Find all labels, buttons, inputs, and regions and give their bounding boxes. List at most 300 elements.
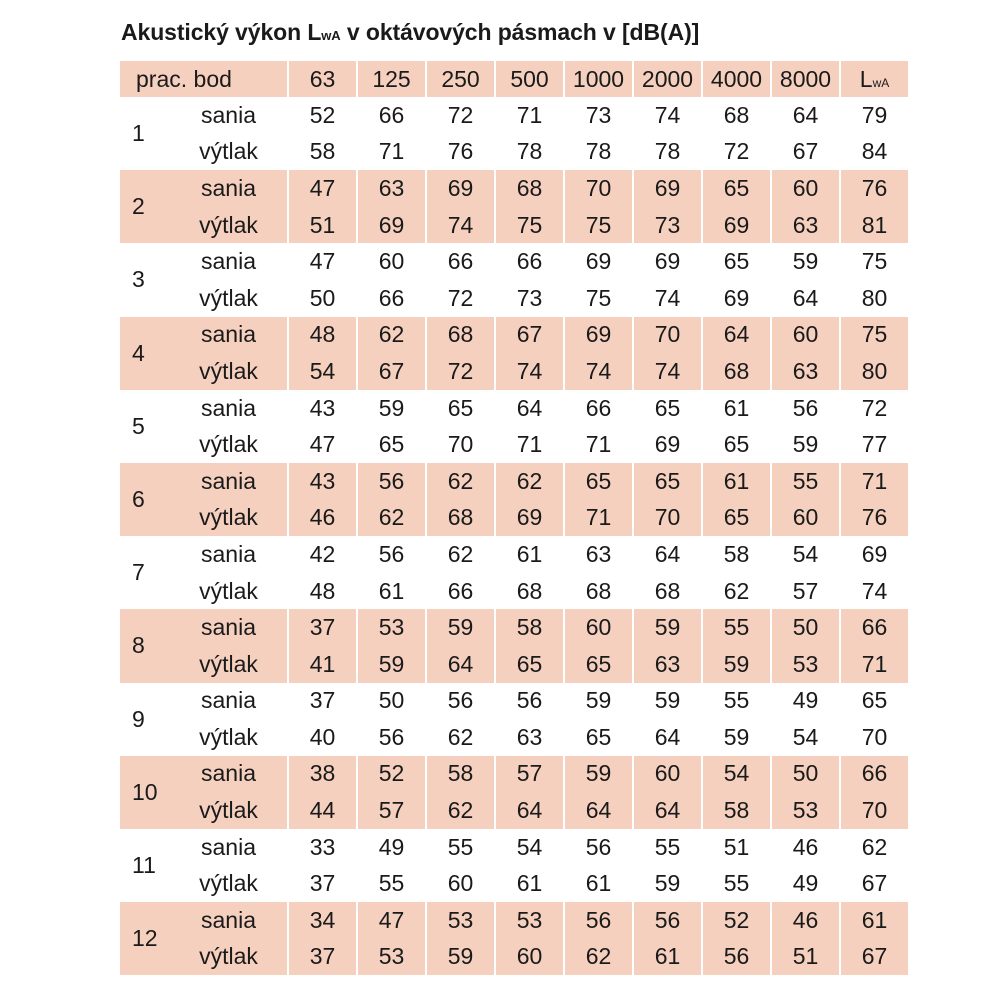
octave-band-table <box>120 61 908 975</box>
band-value: 64 <box>495 792 564 829</box>
row-label: výtlak <box>199 577 258 604</box>
header-band: 250 <box>426 61 495 97</box>
band-value: 58 <box>426 756 495 793</box>
band-value: 59 <box>771 426 840 463</box>
band-value: 66 <box>357 97 426 134</box>
band-value: 68 <box>564 573 633 610</box>
band-value: 68 <box>495 573 564 610</box>
band-value: 56 <box>564 829 633 866</box>
row-label: sania <box>201 248 256 275</box>
band-value: 73 <box>633 207 702 244</box>
band-value: 56 <box>426 683 495 720</box>
band-value: 46 <box>771 902 840 939</box>
table-row <box>120 573 908 610</box>
measurement-point-group <box>120 829 908 902</box>
point-number: 1 <box>132 120 145 147</box>
band-value: 51 <box>702 829 771 866</box>
point-number: 11 <box>132 851 156 878</box>
row-label: výtlak <box>170 646 288 683</box>
band-value: 57 <box>357 792 426 829</box>
measurement-point-group <box>120 536 908 609</box>
total-value: 71 <box>840 646 908 683</box>
total-value: 66 <box>840 609 908 646</box>
band-value: 66 <box>495 243 564 280</box>
band-value: 62 <box>426 792 495 829</box>
band-value: 58 <box>702 536 771 573</box>
band-value: 78 <box>633 134 702 171</box>
band-value: 49 <box>771 865 840 902</box>
band-value: 59 <box>702 719 771 756</box>
band-value: 49 <box>357 829 426 866</box>
point-number: 5 <box>132 412 145 439</box>
band-value: 52 <box>702 902 771 939</box>
header-band: 1000 <box>564 61 633 97</box>
band-value: 59 <box>357 390 426 427</box>
band-value: 38 <box>288 756 357 793</box>
band-value: 69 <box>564 243 633 280</box>
measurement-point-group <box>120 463 908 536</box>
band-value: 44 <box>288 792 357 829</box>
band-value: 65 <box>564 463 633 500</box>
band-value: 59 <box>702 646 771 683</box>
band-value: 64 <box>564 792 633 829</box>
band-value: 67 <box>771 134 840 171</box>
band-value: 75 <box>564 280 633 317</box>
table-row <box>120 353 908 390</box>
band-value: 55 <box>426 829 495 866</box>
row-label: sania <box>170 317 288 354</box>
measurement-point-group <box>120 170 908 243</box>
band-value: 60 <box>771 170 840 207</box>
band-value: 63 <box>564 536 633 573</box>
total-value: 81 <box>840 207 908 244</box>
row-label: sania <box>170 463 288 500</box>
band-value: 72 <box>426 353 495 390</box>
band-value: 67 <box>357 353 426 390</box>
band-value: 48 <box>288 317 357 354</box>
band-value: 62 <box>426 536 495 573</box>
band-value: 68 <box>426 500 495 537</box>
point-number: 3 <box>132 266 145 293</box>
total-value: 80 <box>840 280 908 317</box>
measurement-point-group <box>120 609 908 682</box>
row-label: výtlak <box>199 284 258 311</box>
band-value: 52 <box>288 97 357 134</box>
total-value: 72 <box>840 390 908 427</box>
measurement-point-group <box>120 243 908 316</box>
band-value: 69 <box>702 280 771 317</box>
band-value: 64 <box>426 646 495 683</box>
band-value: 71 <box>357 134 426 171</box>
total-value: 79 <box>840 97 908 134</box>
band-value: 74 <box>426 207 495 244</box>
band-value: 66 <box>564 390 633 427</box>
table-row <box>120 646 908 683</box>
band-value: 50 <box>771 756 840 793</box>
table-row <box>120 243 908 280</box>
band-value: 56 <box>357 536 426 573</box>
band-value: 50 <box>357 683 426 720</box>
band-value: 65 <box>702 500 771 537</box>
header-band: 125 <box>357 61 426 97</box>
band-value: 69 <box>426 170 495 207</box>
table-row <box>120 756 908 793</box>
band-value: 73 <box>495 280 564 317</box>
band-value: 65 <box>702 170 771 207</box>
table-row <box>120 536 908 573</box>
band-value: 60 <box>771 500 840 537</box>
header-band: 4000 <box>702 61 771 97</box>
band-value: 49 <box>771 683 840 720</box>
band-value: 51 <box>771 939 840 976</box>
band-value: 57 <box>495 756 564 793</box>
band-value: 60 <box>564 609 633 646</box>
header-band: 8000 <box>771 61 840 97</box>
band-value: 64 <box>771 280 840 317</box>
table-row <box>120 280 908 317</box>
band-value: 66 <box>426 243 495 280</box>
band-value: 70 <box>564 170 633 207</box>
band-value: 56 <box>495 683 564 720</box>
measurement-point-group <box>120 390 908 463</box>
band-value: 61 <box>495 536 564 573</box>
band-value: 62 <box>357 500 426 537</box>
total-value: 69 <box>840 536 908 573</box>
header-total: LwA <box>840 61 908 97</box>
measurement-point-group <box>120 683 908 756</box>
band-value: 65 <box>564 646 633 683</box>
band-value: 69 <box>702 207 771 244</box>
band-value: 59 <box>426 939 495 976</box>
band-value: 69 <box>633 170 702 207</box>
band-value: 71 <box>495 97 564 134</box>
band-value: 62 <box>426 463 495 500</box>
band-value: 53 <box>357 939 426 976</box>
band-value: 64 <box>702 317 771 354</box>
band-value: 74 <box>495 353 564 390</box>
band-value: 53 <box>426 902 495 939</box>
band-value: 64 <box>495 390 564 427</box>
row-label: výtlak <box>199 431 258 458</box>
table-row <box>120 609 908 646</box>
band-value: 55 <box>771 463 840 500</box>
band-value: 59 <box>633 609 702 646</box>
band-value: 65 <box>702 426 771 463</box>
band-value: 47 <box>288 426 357 463</box>
row-label: sania <box>201 833 256 860</box>
band-value: 61 <box>495 865 564 902</box>
row-label: sania <box>201 540 256 567</box>
band-value: 43 <box>288 390 357 427</box>
row-label: sania <box>170 756 288 793</box>
band-value: 78 <box>564 134 633 171</box>
band-value: 64 <box>633 536 702 573</box>
table-row <box>120 134 908 171</box>
band-value: 54 <box>495 829 564 866</box>
band-value: 66 <box>426 573 495 610</box>
band-value: 65 <box>633 390 702 427</box>
band-value: 56 <box>357 719 426 756</box>
total-value: 66 <box>840 756 908 793</box>
band-value: 55 <box>702 865 771 902</box>
band-value: 60 <box>357 243 426 280</box>
band-value: 53 <box>357 609 426 646</box>
band-value: 64 <box>633 792 702 829</box>
band-value: 69 <box>357 207 426 244</box>
row-label: sania <box>170 609 288 646</box>
measurement-point-group <box>120 756 908 829</box>
table-row <box>120 207 908 244</box>
total-value: 75 <box>840 243 908 280</box>
table-row <box>120 426 908 463</box>
row-label: sania <box>201 687 256 714</box>
row-label: výtlak <box>170 939 288 976</box>
row-label: výtlak <box>170 792 288 829</box>
band-value: 47 <box>288 243 357 280</box>
row-label: sania <box>201 394 256 421</box>
band-value: 56 <box>633 902 702 939</box>
row-label: sania <box>201 101 256 128</box>
band-value: 73 <box>564 97 633 134</box>
table-row <box>120 683 908 720</box>
band-value: 48 <box>288 573 357 610</box>
row-label: výtlak <box>170 207 288 244</box>
band-value: 37 <box>288 683 357 720</box>
band-value: 55 <box>702 683 771 720</box>
header-band: 63 <box>288 61 357 97</box>
band-value: 78 <box>495 134 564 171</box>
band-value: 63 <box>771 207 840 244</box>
band-value: 50 <box>288 280 357 317</box>
total-value: 84 <box>840 134 908 171</box>
header-band: 2000 <box>633 61 702 97</box>
band-value: 62 <box>564 939 633 976</box>
row-label: výtlak <box>170 353 288 390</box>
total-value: 61 <box>840 902 908 939</box>
band-value: 72 <box>426 97 495 134</box>
band-value: 69 <box>633 426 702 463</box>
total-value: 76 <box>840 500 908 537</box>
band-value: 63 <box>771 353 840 390</box>
band-value: 55 <box>357 865 426 902</box>
total-value: 77 <box>840 426 908 463</box>
band-value: 74 <box>564 353 633 390</box>
band-value: 54 <box>771 536 840 573</box>
band-value: 68 <box>495 170 564 207</box>
band-value: 52 <box>357 756 426 793</box>
band-value: 69 <box>633 243 702 280</box>
point-number: 6 <box>120 463 170 536</box>
table-row <box>120 463 908 500</box>
band-value: 60 <box>771 317 840 354</box>
total-value: 70 <box>840 719 908 756</box>
point-number: 9 <box>132 705 145 732</box>
table-row <box>120 317 908 354</box>
band-value: 61 <box>702 390 771 427</box>
band-value: 63 <box>495 719 564 756</box>
band-value: 60 <box>495 939 564 976</box>
band-value: 72 <box>702 134 771 171</box>
band-value: 40 <box>288 719 357 756</box>
band-value: 53 <box>771 792 840 829</box>
point-number: 8 <box>120 609 170 682</box>
row-label: výtlak <box>199 870 258 897</box>
band-value: 71 <box>564 500 633 537</box>
band-value: 55 <box>702 609 771 646</box>
band-value: 46 <box>288 500 357 537</box>
band-value: 61 <box>702 463 771 500</box>
band-value: 54 <box>288 353 357 390</box>
table-title: Akustický výkon LwA v oktávových pásmach v [dB(A)] <box>121 19 700 45</box>
band-value: 60 <box>633 756 702 793</box>
band-value: 62 <box>495 463 564 500</box>
band-value: 65 <box>495 646 564 683</box>
band-value: 55 <box>633 829 702 866</box>
band-value: 56 <box>702 939 771 976</box>
point-number: 10 <box>120 756 170 829</box>
band-value: 43 <box>288 463 357 500</box>
band-value: 37 <box>288 865 357 902</box>
measurement-point-group <box>120 902 908 975</box>
band-value: 58 <box>288 134 357 171</box>
band-value: 51 <box>288 207 357 244</box>
total-value: 74 <box>840 573 908 610</box>
total-value: 70 <box>840 792 908 829</box>
band-value: 68 <box>702 97 771 134</box>
band-value: 68 <box>426 317 495 354</box>
band-value: 65 <box>702 243 771 280</box>
table-row <box>120 939 908 976</box>
band-value: 65 <box>564 719 633 756</box>
band-value: 56 <box>357 463 426 500</box>
point-number: 7 <box>132 559 145 586</box>
band-value: 63 <box>357 170 426 207</box>
band-value: 41 <box>288 646 357 683</box>
row-label: výtlak <box>199 138 258 165</box>
band-value: 37 <box>288 609 357 646</box>
band-value: 37 <box>288 939 357 976</box>
band-value: 50 <box>771 609 840 646</box>
total-value: 80 <box>840 353 908 390</box>
row-label: výtlak <box>199 723 258 750</box>
band-value: 59 <box>633 865 702 902</box>
band-value: 62 <box>357 317 426 354</box>
band-value: 76 <box>426 134 495 171</box>
band-value: 65 <box>357 426 426 463</box>
band-value: 70 <box>633 317 702 354</box>
band-value: 74 <box>633 97 702 134</box>
band-value: 68 <box>633 573 702 610</box>
band-value: 75 <box>495 207 564 244</box>
band-value: 72 <box>426 280 495 317</box>
band-value: 54 <box>771 719 840 756</box>
band-value: 59 <box>564 683 633 720</box>
row-label: výtlak <box>170 500 288 537</box>
band-value: 69 <box>495 500 564 537</box>
total-value: 71 <box>840 463 908 500</box>
table-row <box>120 829 908 866</box>
band-value: 59 <box>564 756 633 793</box>
table-row <box>120 170 908 207</box>
band-value: 58 <box>702 792 771 829</box>
band-value: 74 <box>633 353 702 390</box>
total-value: 62 <box>840 829 908 866</box>
table-row <box>120 792 908 829</box>
table-row <box>120 902 908 939</box>
band-value: 62 <box>702 573 771 610</box>
band-value: 60 <box>426 865 495 902</box>
point-number: 12 <box>120 902 170 975</box>
band-value: 56 <box>564 902 633 939</box>
band-value: 53 <box>495 902 564 939</box>
band-value: 59 <box>633 683 702 720</box>
band-value: 59 <box>426 609 495 646</box>
band-value: 58 <box>495 609 564 646</box>
band-value: 61 <box>357 573 426 610</box>
row-label: sania <box>170 902 288 939</box>
table-row <box>120 97 908 134</box>
band-value: 54 <box>702 756 771 793</box>
band-value: 34 <box>288 902 357 939</box>
band-value: 70 <box>426 426 495 463</box>
band-value: 61 <box>633 939 702 976</box>
band-value: 69 <box>564 317 633 354</box>
band-value: 74 <box>633 280 702 317</box>
band-value: 70 <box>633 500 702 537</box>
band-value: 42 <box>288 536 357 573</box>
header-band: 500 <box>495 61 564 97</box>
band-value: 65 <box>633 463 702 500</box>
band-value: 64 <box>771 97 840 134</box>
total-value: 75 <box>840 317 908 354</box>
table-row <box>120 500 908 537</box>
total-value: 67 <box>840 865 908 902</box>
total-value: 67 <box>840 939 908 976</box>
band-value: 56 <box>771 390 840 427</box>
band-value: 75 <box>564 207 633 244</box>
band-value: 33 <box>288 829 357 866</box>
band-value: 47 <box>357 902 426 939</box>
band-value: 53 <box>771 646 840 683</box>
total-value: 76 <box>840 170 908 207</box>
measurement-point-group <box>120 317 908 390</box>
point-number: 2 <box>120 170 170 243</box>
total-value: 65 <box>840 683 908 720</box>
table-row <box>120 390 908 427</box>
band-value: 65 <box>426 390 495 427</box>
band-value: 59 <box>357 646 426 683</box>
band-value: 47 <box>288 170 357 207</box>
band-value: 68 <box>702 353 771 390</box>
band-value: 63 <box>633 646 702 683</box>
row-label: sania <box>170 170 288 207</box>
measurement-point-group <box>120 97 908 170</box>
point-number: 4 <box>120 317 170 390</box>
band-value: 59 <box>771 243 840 280</box>
band-value: 67 <box>495 317 564 354</box>
band-value: 66 <box>357 280 426 317</box>
header-row <box>120 61 908 97</box>
band-value: 62 <box>426 719 495 756</box>
table-row <box>120 865 908 902</box>
band-value: 61 <box>564 865 633 902</box>
band-value: 46 <box>771 829 840 866</box>
table-row <box>120 719 908 756</box>
band-value: 64 <box>633 719 702 756</box>
header-point: prac. bod <box>120 61 288 97</box>
band-value: 71 <box>495 426 564 463</box>
band-value: 71 <box>564 426 633 463</box>
